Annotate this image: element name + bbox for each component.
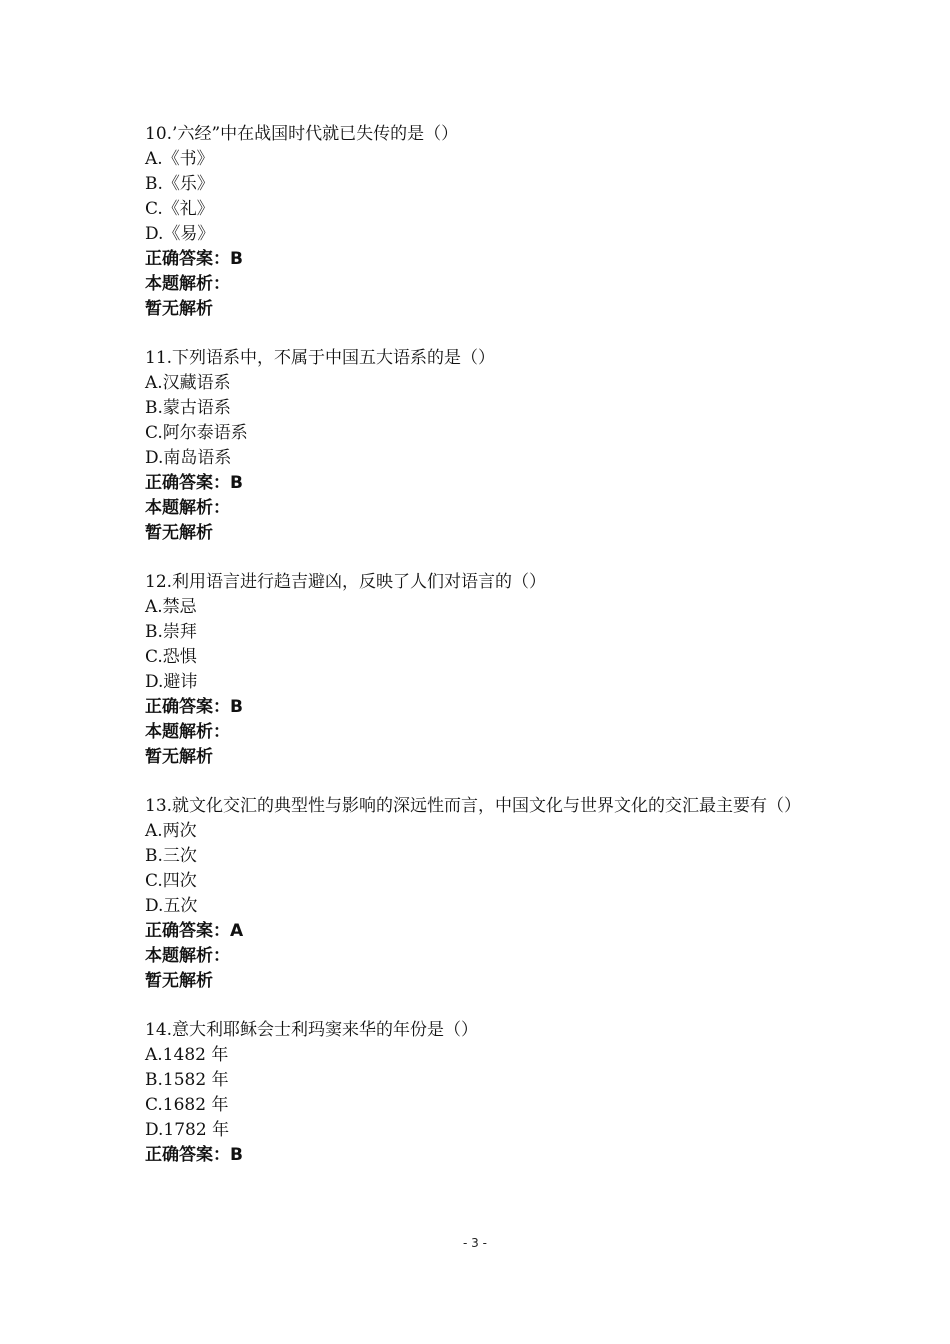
- option-c: C.四次: [145, 871, 197, 891]
- option-b: B.1582 年: [145, 1070, 229, 1090]
- option-c: C.1682 年: [145, 1095, 229, 1115]
- question-12: [145, 570, 825, 770]
- option-d: D.南岛语系: [145, 448, 232, 468]
- option-a: A.两次: [145, 821, 197, 841]
- question-13: [145, 794, 825, 994]
- option-b: B.蒙古语系: [145, 398, 231, 418]
- correct-answer: 正确答案：B: [145, 1145, 243, 1165]
- option-c: C.恐惧: [145, 647, 197, 667]
- option-a: A.汉藏语系: [145, 373, 231, 393]
- correct-answer: 正确答案：B: [145, 249, 243, 269]
- correct-answer: 正确答案：B: [145, 473, 243, 493]
- correct-answer: 正确答案：A: [145, 921, 244, 941]
- option-c: C.《礼》: [145, 199, 214, 219]
- option-d: D.五次: [145, 896, 198, 916]
- question-14: [145, 1018, 825, 1168]
- option-b: B.《乐》: [145, 174, 214, 194]
- analysis-label: 本题解析：: [145, 498, 230, 518]
- question-10: [145, 122, 825, 322]
- option-d: D.《易》: [145, 224, 215, 244]
- question-title: 13.就文化交汇的典型性与影响的深远性而言，中国文化与世界文化的交汇最主要有（）: [145, 796, 802, 816]
- document-page: [145, 122, 825, 1192]
- option-a: A.《书》: [145, 149, 214, 169]
- page-number: - 3 -: [463, 1236, 487, 1250]
- analysis-label: 本题解析：: [145, 274, 230, 294]
- correct-answer: 正确答案：B: [145, 697, 243, 717]
- question-title: 10.’六经”中在战国时代就已失传的是（）: [145, 124, 459, 144]
- option-d: D.1782 年: [145, 1120, 230, 1140]
- option-a: A.1482 年: [145, 1045, 229, 1065]
- question-title: 14.意大利耶稣会士利玛窦来华的年份是（）: [145, 1020, 479, 1040]
- analysis-text: 暂无解析: [145, 747, 213, 767]
- analysis-text: 暂无解析: [145, 299, 213, 319]
- option-b: B.三次: [145, 846, 197, 866]
- option-b: B.崇拜: [145, 622, 197, 642]
- option-a: A.禁忌: [145, 597, 197, 617]
- analysis-label: 本题解析：: [145, 722, 230, 742]
- option-c: C.阿尔泰语系: [145, 423, 248, 443]
- option-d: D.避讳: [145, 672, 198, 692]
- question-title: 11.下列语系中，不属于中国五大语系的是（）: [145, 348, 496, 368]
- analysis-label: 本题解析：: [145, 946, 230, 966]
- question-11: [145, 346, 825, 546]
- analysis-text: 暂无解析: [145, 971, 213, 991]
- analysis-text: 暂无解析: [145, 523, 213, 543]
- question-title: 12.利用语言进行趋吉避凶，反映了人们对语言的（）: [145, 572, 547, 592]
